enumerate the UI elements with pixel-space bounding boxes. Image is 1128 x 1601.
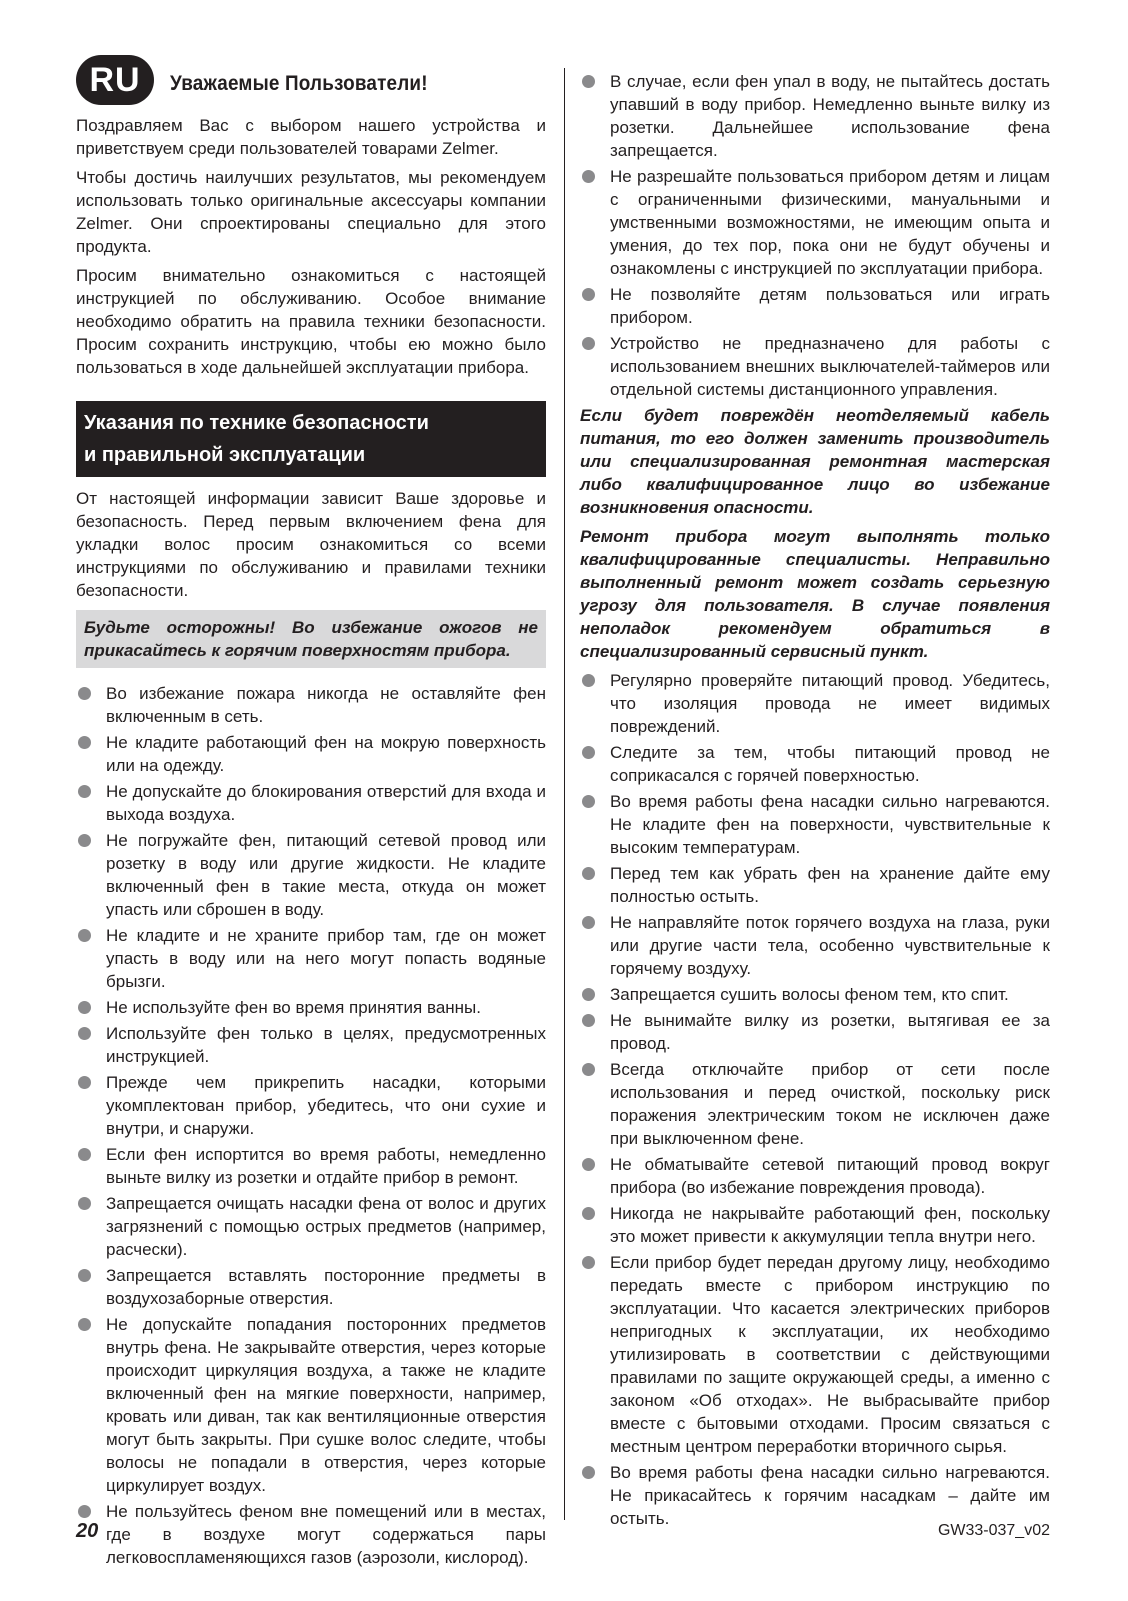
list-item: Всегда отключайте прибор от сети после использования и перед очисткой, поскольку риск поражения электрическим током не исключен даже при выключенном фене. bbox=[580, 1058, 1050, 1150]
list-item: Запрещается сушить волосы феном тем, кто спит. bbox=[580, 983, 1050, 1006]
safety-intro-paragraph: От настоящей информации зависит Ваше здоровье и безопасность. Перед первым включением фена для укладки волос просим ознакомиться со всеми инструкциями по обслуживанию и правилами техники безопасности. bbox=[76, 489, 546, 600]
list-item: Регулярно проверяйте питающий провод. Убедитесь, что изоляция провода не имеет видимых повреждений. bbox=[580, 669, 1050, 738]
bullet-icon bbox=[78, 1505, 91, 1518]
list-item: Если прибор будет передан другому лицу, необходимо передать вместе с прибором инструкцию по эксплуатации. Что касается электрических приборов непригодных к эксплуатации, их необходимо утилизировать в соответствии с действующими правилами по защите окружающей среды, а именно с законом «Об отходах». Не выбрасывайте прибор вместе с бытовыми отходами. Просим связаться с местным центром переработки вторичного сырья. bbox=[580, 1251, 1050, 1458]
bullet-icon bbox=[78, 929, 91, 942]
list-item: Никогда не накрывайте работающий фен, поскольку это может привести к аккумуляции тепла внутри него. bbox=[580, 1202, 1050, 1248]
bullet-icon bbox=[78, 1148, 91, 1161]
list-item: Не допускайте попадания посторонних предметов внутрь фена. Не закрывайте отверстия, через которые происходит циркуляция воздуха, а также не кладите включенный фен на мягкие поверхности, например, кровать или диван, так как вентиляционные отверстия могут быть закрыты. При сушке волос следите, чтобы волосы не попадали в отверстия, через которые циркулирует воздух. bbox=[76, 1313, 546, 1497]
repair-note: Ремонт прибора могут выполнять только квалифицированные специалисты. Неправильно выполненный ремонт может создать серьезную угрозу для пользователя. В случае появления неполадок рекомендуем обратиться в специализированный сервисный пункт. bbox=[580, 527, 1050, 661]
bullet-icon bbox=[78, 1318, 91, 1331]
bullet-icon bbox=[582, 916, 595, 929]
list-item: Не допускайте до блокирования отверстий для входа и выхода воздуха. bbox=[76, 780, 546, 826]
list-item: Используйте фен только в целях, предусмотренных инструкцией. bbox=[76, 1022, 546, 1068]
list-item: Перед тем как убрать фен на хранение дайте ему полностью остыть. bbox=[580, 862, 1050, 908]
cable-replacement-note: Если будет повреждён неотделяемый кабель питания, то его должен заменить производитель или специализированная ремонтная мастерская либо квалифицированное лицо во избежание возникновения опасности. bbox=[580, 406, 1050, 517]
bullet-icon bbox=[78, 834, 91, 847]
list-item: Устройство не предназначено для работы с использованием внешних выключателей-таймеров или отдельной системы дистанционного управления. bbox=[580, 332, 1050, 401]
bullet-icon bbox=[582, 1063, 595, 1076]
burn-warning-box: Будьте осторожны! Во избежание ожогов не прикасайтесь к горячим поверхностям прибора. bbox=[76, 610, 546, 668]
column-divider bbox=[564, 68, 565, 1520]
list-item: Не направляйте поток горячего воздуха на глаза, руки или другие части тела, особенно чувствительные к горячему воздуху. bbox=[580, 911, 1050, 980]
safety-list-left bbox=[76, 682, 546, 1569]
right-column bbox=[580, 70, 1050, 1533]
bullet-icon bbox=[78, 1269, 91, 1282]
bullet-icon bbox=[582, 1014, 595, 1027]
intro-paragraph: Чтобы достичь наилучших результатов, мы рекомендуем использовать только оригинальные аксессуары компании Zelmer. Они спроектированы специально для этого продукта. bbox=[76, 168, 546, 256]
left-column bbox=[76, 114, 546, 1572]
list-item: Не обматывайте сетевой питающий провод вокруг прибора (во избежание повреждения провода). bbox=[580, 1153, 1050, 1199]
list-item: Не вынимайте вилку из розетки, вытягивая ее за провод. bbox=[580, 1009, 1050, 1055]
safety-section-heading bbox=[76, 401, 546, 477]
list-item: Во время работы фена насадки сильно нагреваются. Не прикасайтесь к горячим насадкам – дайте им остыть. bbox=[580, 1461, 1050, 1530]
list-item: Прежде чем прикрепить насадки, которыми укомплектован прибор, убедитесь, что они сухие и внутри, и снаружи. bbox=[76, 1071, 546, 1140]
list-item: Не используйте фен во время принятия ванны. bbox=[76, 996, 546, 1019]
list-item: Не погружайте фен, питающий сетевой провод или розетку в воду или другие жидкости. Не кладите включенный фен в такие места, откуда он может упасть или сброшен в воду. bbox=[76, 829, 546, 921]
language-badge: RU bbox=[76, 55, 154, 105]
bullet-icon bbox=[582, 288, 595, 301]
list-item: Не пользуйтесь феном вне помещений или в местах, где в воздухе могут содержаться пары легковоспламеняющихся газов (аэрозоли, кислород). bbox=[76, 1500, 546, 1569]
bullet-icon bbox=[78, 785, 91, 798]
bullet-icon bbox=[582, 1207, 595, 1220]
bullet-icon bbox=[582, 1466, 595, 1479]
list-item: Запрещается вставлять посторонние предметы в воздухозаборные отверстия. bbox=[76, 1264, 546, 1310]
page-title: Уважаемые Пользователи! bbox=[170, 72, 428, 95]
list-item: Не позволяйте детям пользоваться или играть прибором. bbox=[580, 283, 1050, 329]
list-item: Во избежание пожара никогда не оставляйте фен включенным в сеть. bbox=[76, 682, 546, 728]
bullet-icon bbox=[582, 337, 595, 350]
list-item: Не кладите и не храните прибор там, где он может упасть в воду или на него могут попасть водяные брызги. bbox=[76, 924, 546, 993]
bullet-icon bbox=[582, 867, 595, 880]
bullet-icon bbox=[78, 1001, 91, 1014]
bullet-icon bbox=[582, 674, 595, 687]
page-number: 20 bbox=[76, 1520, 99, 1542]
intro-paragraph: Поздравляем Вас с выбором нашего устройства и приветствуем среди пользователей товарами Zelmer. bbox=[76, 116, 546, 158]
list-item: Запрещается очищать насадки фена от волос и других загрязнений с помощью острых предметов (например, расчески). bbox=[76, 1192, 546, 1261]
bullet-icon bbox=[78, 736, 91, 749]
list-item: Во время работы фена насадки сильно нагреваются. Не кладите фен на поверхности, чувствительные к высоким температурам. bbox=[580, 790, 1050, 859]
bullet-icon bbox=[582, 988, 595, 1001]
list-item: Не разрешайте пользоваться прибором детям и лицам с ограниченными физическими, мануальными и умственными возможностями, не имеющим опыта и умения, до тех пор, пока они не будут обучены и ознакомлены с инструкцией по эксплуатации прибора. bbox=[580, 165, 1050, 280]
safety-list-right-bottom bbox=[580, 669, 1050, 1530]
bullet-icon bbox=[582, 795, 595, 808]
bullet-icon bbox=[582, 746, 595, 759]
bullet-icon bbox=[582, 1256, 595, 1269]
list-item: Следите за тем, чтобы питающий провод не соприкасался с горячей поверхностью. bbox=[580, 741, 1050, 787]
list-item: Если фен испортится во время работы, немедленно выньте вилку из розетки и отдайте прибор в ремонт. bbox=[76, 1143, 546, 1189]
document-code: GW33-037_v02 bbox=[937, 1522, 1050, 1539]
bullet-icon bbox=[582, 1158, 595, 1171]
bullet-icon bbox=[78, 687, 91, 700]
bullet-icon bbox=[582, 75, 595, 88]
bullet-icon bbox=[582, 170, 595, 183]
list-item: В случае, если фен упал в воду, не пытайтесь достать упавший в воду прибор. Немедленно выньте вилку из розетки. Дальнейшее использование фена запрещается. bbox=[580, 70, 1050, 162]
intro-paragraph: Просим внимательно ознакомиться с настоящей инструкцией по обслуживанию. Особое внимание необходимо обратить на правила техники безопасности. Просим сохранить инструкцию, чтобы ею можно было пользоваться в ходе дальнейшей эксплуатации прибора. bbox=[76, 266, 546, 377]
bullet-icon bbox=[78, 1076, 91, 1089]
list-item: Не кладите работающий фен на мокрую поверхность или на одежду. bbox=[76, 731, 546, 777]
safety-heading-line-1: Указания по технике безопасности bbox=[84, 412, 429, 434]
safety-heading-line-2: и правильной эксплуатации bbox=[84, 444, 366, 466]
safety-list-right-top bbox=[580, 70, 1050, 401]
bullet-icon bbox=[78, 1027, 91, 1040]
bullet-icon bbox=[78, 1197, 91, 1210]
